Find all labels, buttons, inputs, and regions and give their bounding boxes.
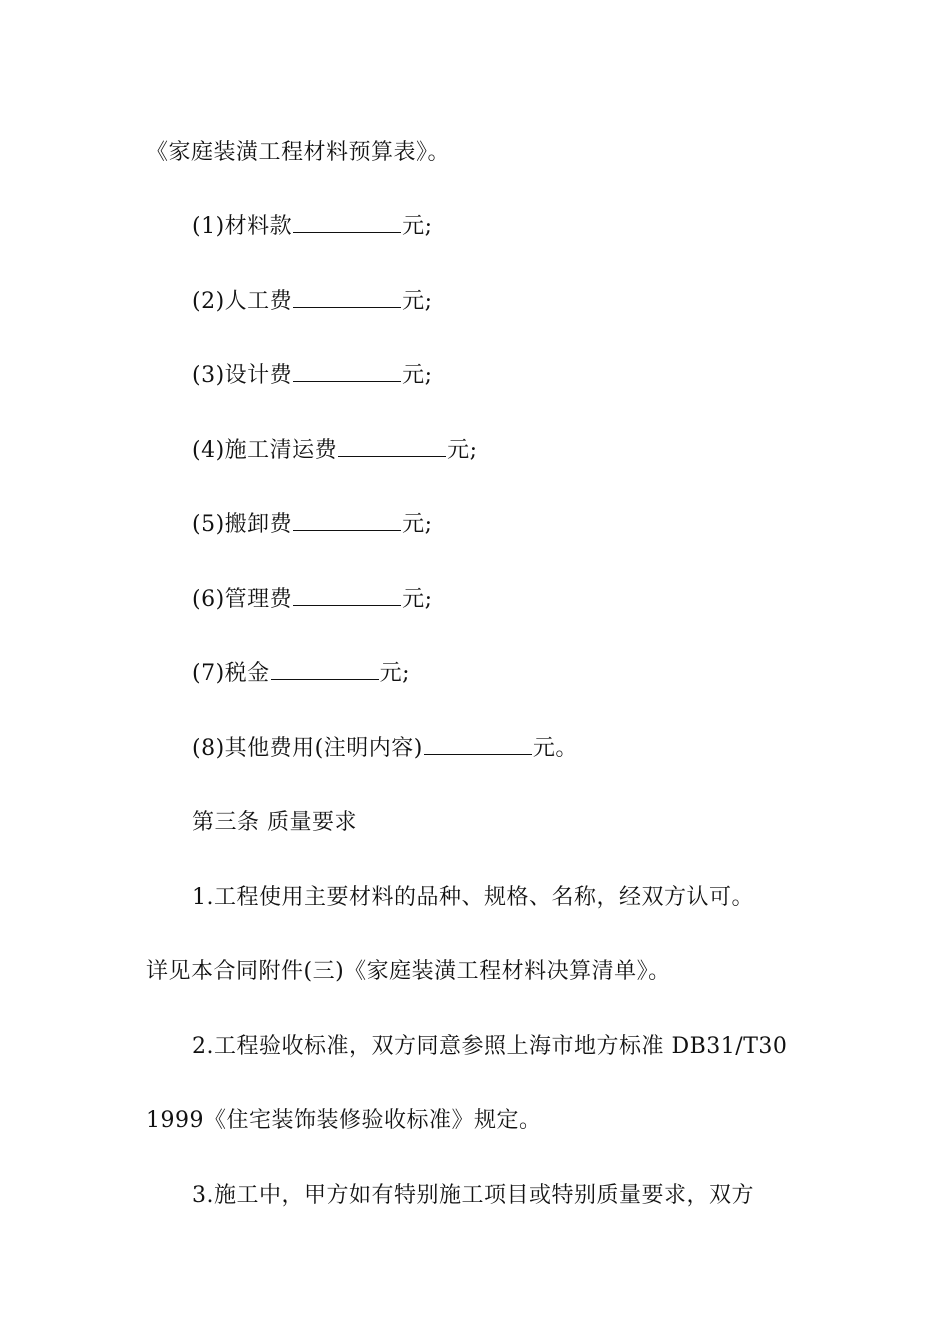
- section-heading: [192, 808, 357, 838]
- fee-item-material: [192, 212, 433, 242]
- fee-unit: 元;: [379, 661, 411, 686]
- fee-unit: 元;: [402, 363, 433, 388]
- fill-blank: [338, 455, 446, 457]
- heading-text: 第三条 质量要求: [192, 810, 357, 835]
- line-text: 2.工程验收标准，双方同意参照上海市地方标准 DB31/T30: [192, 1034, 788, 1059]
- text-line: [146, 138, 450, 168]
- fee-label: (5)搬卸费: [192, 512, 293, 537]
- line-text: 1999《住宅装饰装修验收标准》规定。: [146, 1108, 542, 1133]
- fill-blank: [293, 306, 401, 308]
- fill-blank: [271, 678, 379, 680]
- fee-item-management: [192, 585, 433, 615]
- text-line: [192, 1181, 754, 1211]
- fee-item-cleanup: [192, 436, 478, 466]
- fee-label: (7)税金: [192, 661, 270, 686]
- text-line: [146, 957, 671, 987]
- fee-label: (1)材料款: [192, 214, 293, 239]
- fill-blank: [424, 753, 532, 755]
- fee-item-labor: [192, 287, 433, 317]
- fee-label: (3)设计费: [192, 363, 293, 388]
- fee-item-design: [192, 361, 433, 391]
- fee-item-other: [192, 734, 578, 764]
- fee-item-moving: [192, 510, 433, 540]
- fee-unit: 元;: [402, 289, 433, 314]
- fee-label: (2)人工费: [192, 289, 293, 314]
- line-text: 1.工程使用主要材料的品种、规格、名称，经双方认可。: [192, 885, 754, 910]
- text-line: [146, 1106, 542, 1136]
- line-text: 3.施工中，甲方如有特别施工项目或特别质量要求，双方: [192, 1183, 754, 1208]
- text-line: [192, 883, 754, 913]
- fee-unit: 元;: [402, 587, 433, 612]
- fee-unit: 元。: [532, 736, 578, 761]
- fill-blank: [293, 231, 401, 233]
- fee-unit: 元;: [402, 214, 433, 239]
- fee-label: (6)管理费: [192, 587, 293, 612]
- fill-blank: [293, 604, 401, 606]
- fill-blank: [293, 529, 401, 531]
- text-line: [192, 1032, 787, 1062]
- fee-item-tax: [192, 659, 410, 689]
- fee-unit: 元;: [402, 512, 433, 537]
- fee-label: (8)其他费用(注明内容): [192, 736, 423, 761]
- line-text: 详见本合同附件(三)《家庭装潢工程材料决算清单》。: [146, 959, 671, 984]
- fill-blank: [293, 380, 401, 382]
- line-text: 《家庭装潢工程材料预算表》。: [146, 140, 451, 165]
- fee-label: (4)施工清运费: [192, 438, 338, 463]
- fee-unit: 元;: [447, 438, 478, 463]
